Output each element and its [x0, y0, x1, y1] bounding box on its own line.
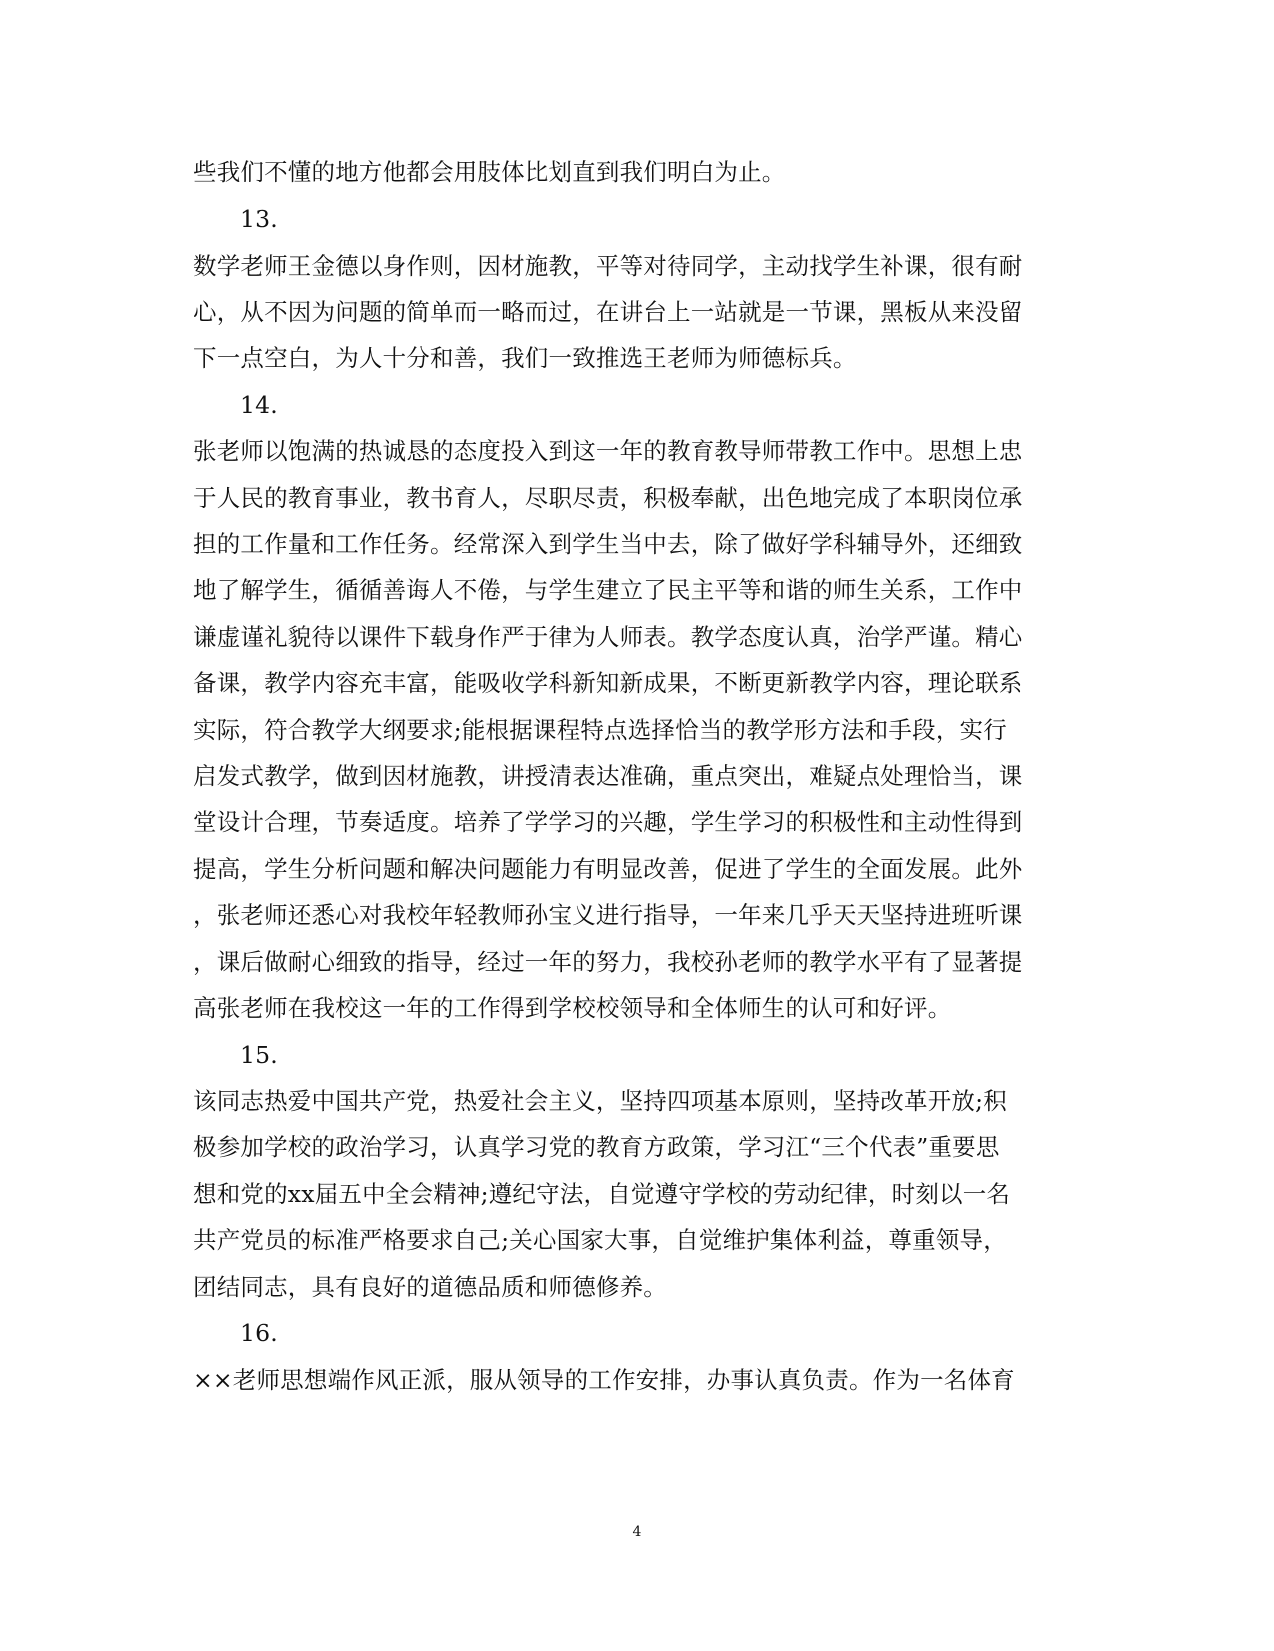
- text-line: 提高，学生分析问题和解决问题能力有明显改善，促进了学生的全面发展。此外: [193, 855, 1023, 883]
- text-line: 担的工作量和工作任务。经常深入到学生当中去，除了做好学科辅导外，还细致: [193, 530, 1023, 558]
- page-number: 4: [632, 1524, 642, 1540]
- text-line: 备课，教学内容充丰富，能吸收学科新知新成果，不断更新教学内容，理论联系: [193, 669, 1023, 697]
- text-line: 谦虚谨礼貌待以课件下载身作严于律为人师表。教学态度认真，治学严谨。精心: [193, 623, 1023, 651]
- text-line: ××老师思想端作风正派，服从领导的工作安排，办事认真负责。作为一名体育: [193, 1366, 1015, 1394]
- text-line: ，张老师还悉心对我校年轻教师孙宝义进行指导，一年来几乎天天坚持进班听课: [193, 901, 1023, 929]
- text-line: 极参加学校的政治学习，认真学习党的教育方政策，学习江“三个代表”重要思: [193, 1133, 1000, 1161]
- text-line: 该同志热爱中国共产党，热爱社会主义，坚持四项基本原则，坚持改革开放;积: [193, 1087, 1007, 1115]
- text-line: 心，从不因为问题的简单而一略而过，在讲台上一站就是一节课，黑板从来没留: [193, 298, 1023, 326]
- text-line: 下一点空白，为人十分和善，我们一致推选王老师为师德标兵。: [193, 344, 857, 372]
- item-number: 13.: [240, 205, 278, 233]
- text-line: ，课后做耐心细致的指导，经过一年的努力，我校孙老师的教学水平有了显著提: [193, 948, 1023, 976]
- text-line: 地了解学生，循循善诲人不倦，与学生建立了民主平等和谐的师生关系，工作中: [193, 576, 1023, 604]
- item-number: 14.: [240, 391, 278, 419]
- text-line: 堂设计合理，节奏适度。培养了学学习的兴趣，学生学习的积极性和主动性得到: [193, 808, 1023, 836]
- text-line: 团结同志，具有良好的道德品质和师德修养。: [193, 1273, 667, 1301]
- text-line: 想和党的xx届五中全会精神;遵纪守法，自觉遵守学校的劳动纪律，时刻以一名: [193, 1180, 1011, 1208]
- text-line: 些我们不懂的地方他都会用肢体比划直到我们明白为止。: [193, 158, 786, 186]
- text-line: 张老师以饱满的热诚恳的态度投入到这一年的教育教导师带教工作中。思想上忠: [193, 437, 1023, 465]
- text-line: 于人民的教育事业，教书育人，尽职尽责，积极奉献，出色地完成了本职岗位承: [193, 484, 1023, 512]
- text-line: 数学老师王金德以身作则，因材施教，平等对待同学，主动找学生补课，很有耐: [193, 252, 1023, 280]
- item-number: 15.: [240, 1041, 278, 1069]
- item-number: 16.: [240, 1319, 278, 1347]
- text-line: 实际，符合教学大纲要求;能根据课程特点选择恰当的教学形方法和手段，实行: [193, 716, 1007, 744]
- text-line: 启发式教学，做到因材施教，讲授清表达准确，重点突出，难疑点处理恰当，课: [193, 762, 1023, 790]
- text-line: 共产党员的标准严格要求自己;关心国家大事，自觉维护集体利益，尊重领导，: [193, 1226, 1007, 1254]
- text-line: 高张老师在我校这一年的工作得到学校校领导和全体师生的认可和好评。: [193, 994, 952, 1022]
